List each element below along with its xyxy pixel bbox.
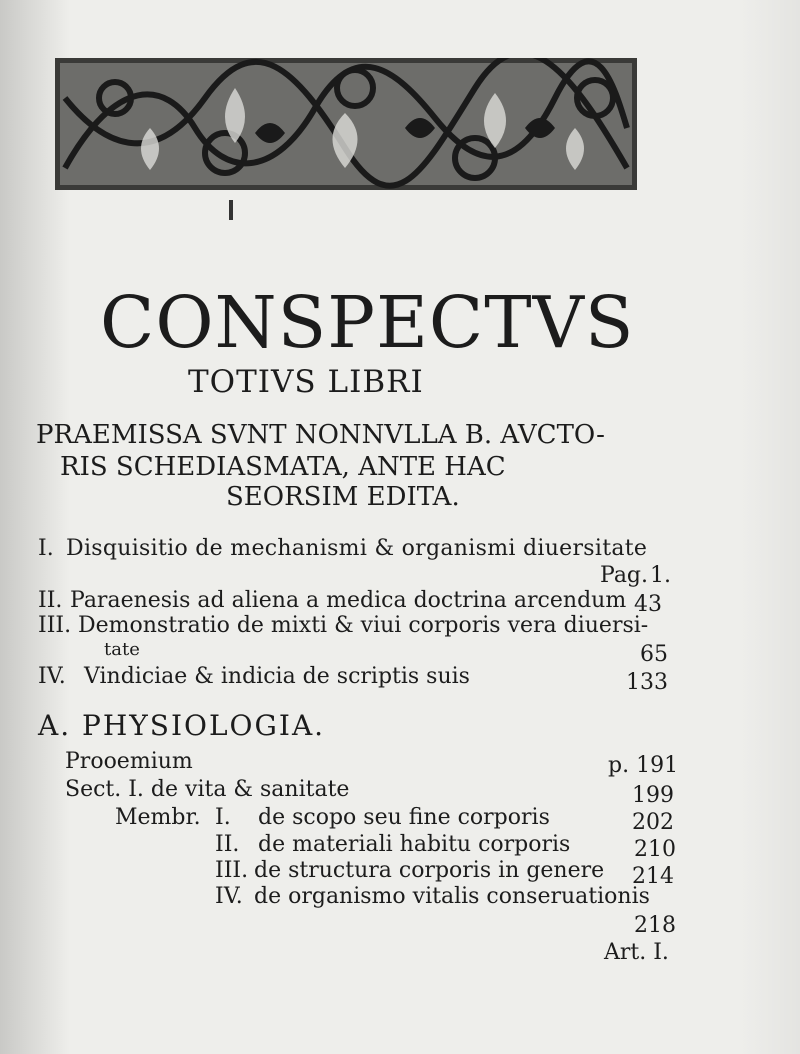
catchword: Art. I.: [604, 940, 669, 965]
page-number: 1.: [650, 563, 671, 588]
entry-text: Demonstratio de mixti & viui corporis vera diuersi-: [78, 613, 649, 638]
page-number: 210: [634, 837, 676, 862]
membr-number: III.: [215, 858, 249, 883]
page-number: 218: [634, 913, 676, 938]
membr-label: Membr.: [115, 805, 201, 830]
preface-line-3: SEORSIM EDITA.: [226, 482, 460, 512]
membr-text: de organismo vitalis conseruationis: [254, 884, 650, 909]
membr-number: I.: [215, 805, 231, 830]
membr-text: de structura corporis in genere: [254, 858, 605, 883]
entry-number: I.: [38, 536, 54, 561]
membr-text: de materiali habitu corporis: [258, 832, 571, 857]
page-number: 65: [640, 642, 668, 667]
entry-text: Vindiciae & indicia de scriptis suis: [84, 664, 470, 689]
page-number: 199: [632, 783, 674, 808]
page-number: 133: [626, 670, 668, 695]
page-number: 202: [632, 810, 674, 835]
entry-continuation: tate: [104, 639, 140, 660]
prooemium-text: Prooemium: [65, 749, 193, 774]
page-label: Pag.: [600, 563, 649, 588]
membr-number: II.: [215, 832, 240, 857]
sect-text: Sect. I. de vita & sanitate: [65, 777, 350, 802]
page-number: 43: [634, 592, 662, 617]
membr-number: IV.: [215, 884, 243, 909]
preface-line-2: RIS SCHEDIASMATA, ANTE HAC: [60, 452, 506, 482]
section-heading: A. PHYSIOLOGIA.: [38, 709, 326, 742]
printer-mark: [229, 200, 233, 220]
ornamental-headpiece: [55, 58, 637, 190]
page-subtitle: TOTIVS LIBRI: [188, 364, 424, 400]
entry-text: Disquisitio de mechanismi & organismi diuersitate: [66, 536, 648, 561]
entry-number: II.: [38, 588, 63, 613]
page-title: CONSPECTVS: [100, 281, 635, 364]
entry-text: Paraenesis ad aliena a medica doctrina arcendum: [70, 588, 627, 613]
page-number: 214: [632, 864, 674, 889]
preface-line-1: PRAEMISSA SVNT NONNVLLA B. AVCTO-: [36, 420, 605, 450]
page-edge: [740, 0, 800, 1054]
entry-number: IV.: [38, 664, 66, 689]
page-number: p. 191: [608, 753, 679, 778]
membr-text: de scopo seu fine corporis: [258, 805, 550, 830]
entry-number: III.: [38, 613, 72, 638]
